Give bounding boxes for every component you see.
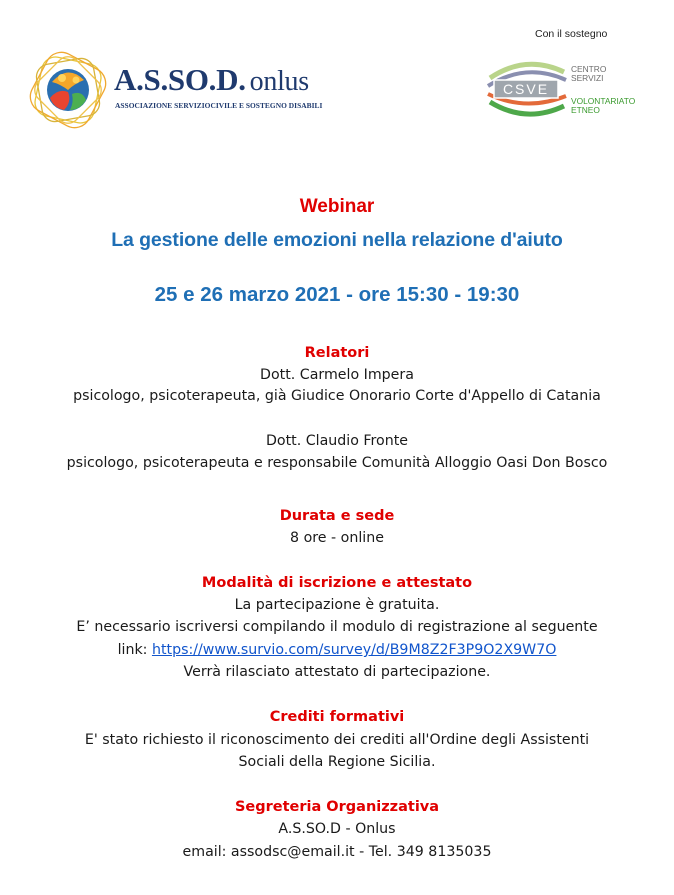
assod-logo: [28, 50, 328, 130]
credits-line2: Sociali della Regione Sicilia.: [238, 754, 436, 770]
event-type: Webinar: [299, 196, 375, 217]
org-name-main: A.S.SO.D.: [114, 62, 246, 97]
speaker-1-role: psicologo, psicoterapeuta, già Giudice Onorario Corte d'Appello di Catania: [73, 388, 601, 404]
secretariat-org: A.S.SO.D - Onlus: [278, 821, 396, 837]
org-name-suffix: onlus: [249, 66, 309, 97]
registration-heading: Modalità di iscrizione e attestato: [201, 575, 473, 591]
assod-emblem-icon: [28, 50, 108, 130]
registration-line4: Verrà rilasciato attestato di partecipazione.: [183, 664, 491, 680]
csve-emblem-icon: [486, 50, 570, 130]
csve-label-top: [571, 65, 606, 83]
duration-text: 8 ore - online: [290, 530, 384, 546]
registration-link-line: [0, 642, 674, 658]
csve-label-bottom: [571, 97, 635, 115]
speaker-2-name: Dott. Claudio Fronte: [265, 433, 409, 449]
secretariat-heading: Segreteria Organizzativa: [234, 799, 440, 815]
csve-line2: SERVIZI: [571, 73, 604, 83]
registration-line2: E’ necessario iscriversi compilando il modulo di registrazione al seguente: [76, 619, 598, 635]
org-subtitle: ASSOCIAZIONE SERVIZIOCIVILE E SOSTEGNO DISABILI: [115, 101, 323, 110]
csve-line3: VOLONTARIATO: [571, 96, 636, 106]
speaker-1-name: Dott. Carmelo Impera: [260, 367, 414, 383]
csve-line1: CENTRO: [571, 64, 607, 74]
org-name: [114, 62, 309, 98]
credits-heading: Crediti formativi: [269, 709, 405, 725]
csve-abbr: CSVE: [502, 81, 550, 97]
registration-link[interactable]: https://www.survio.com/survey/d/B9M8Z2F3P9O2X9W7O: [151, 642, 557, 658]
duration-heading: Durata e sede: [279, 508, 395, 524]
credits-line1: E' stato richiesto il riconoscimento dei crediti all'Ordine degli Assistenti: [84, 732, 590, 748]
secretariat-contact: email: assodsc@email.it - Tel. 349 8135035: [182, 844, 492, 860]
csve-logo: [486, 50, 656, 130]
speaker-2-role: psicologo, psicoterapeuta e responsabile Comunità Alloggio Oasi Don Bosco: [66, 455, 608, 471]
registration-link-prefix: link:: [117, 642, 152, 658]
csve-line4: ETNEO: [571, 105, 600, 115]
event-date: 25 e 26 marzo 2021 - ore 15:30 - 19:30: [154, 283, 520, 306]
speakers-heading: Relatori: [304, 345, 370, 361]
sponsor-label: Con il sostegno: [535, 28, 608, 40]
registration-line1: La partecipazione è gratuita.: [234, 597, 440, 613]
event-title: La gestione delle emozioni nella relazione d'aiuto: [111, 229, 563, 251]
